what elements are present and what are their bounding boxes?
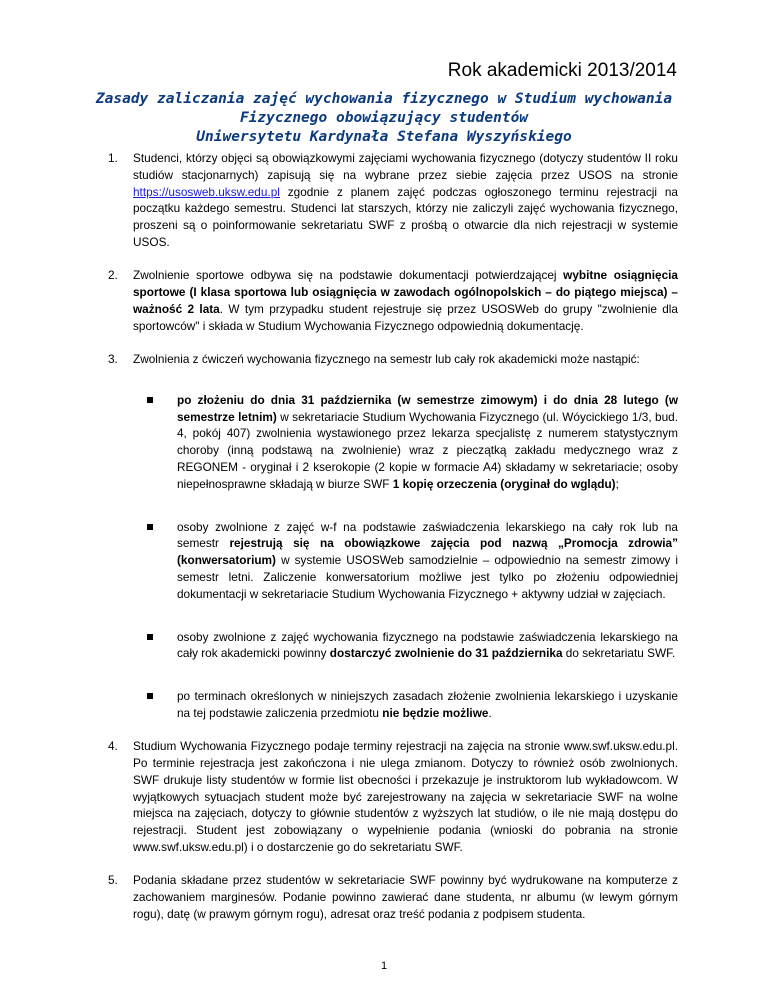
square-bullet-icon bbox=[147, 634, 153, 640]
rule-item-4 bbox=[108, 738, 678, 856]
exemption-bullets bbox=[133, 392, 678, 722]
bullet-item: osoby zwolnione z zajęć w-f na podstawie zaświadczenia lekarskiego na cały rok lub na semestr rejestrują się na obowiązkowe zajęcia pod nazwą „Promocja zdrowia” (konwersatorium) w systemie USOSWeb samodzielnie – odpowiednio na semestr zimowy i semestr letni. Zaliczenie konwersatorium możliwe jest tylko po złożeniu odpowiedniej dokumentacji w sekretariacie Studium Wychowania Fizycznego + aktywny udział w zajęciach. bbox=[133, 519, 678, 603]
usosweb-link[interactable]: https://usosweb.uksw.edu.pl bbox=[133, 184, 280, 199]
rule-text: Studium Wychowania Fizycznego podaje terminy rejestracji na zajęcia na stronie www.swf.uksw.edu.pl. Po terminie rejestracja jest zakończona i nie ulega zmianom. Dotyczy to również osób zwolnionych. SWF drukuje listy studentów w formie list obecności i przekazuje je instruktorom lub wykładowcom. W wyjątkowych sytuacjach student może być zarejestrowany na zajęcia w sekretariacie SWF na wolne miejsca na zajęciach, dotyczy to głównie studentów z wyższych lat studiów, o ile nie mają dostępu do rejestracji. Student jest zobowiązany o wypełnienie podania (wnioski do pobrania na stronie www.swf.uksw.edu.pl) i o dostarczenie go do sekretariatu SWF. bbox=[133, 739, 678, 854]
rule-number: 3. bbox=[108, 351, 118, 366]
bullet-item: po złożeniu do dnia 31 października (w semestrze zimowym) i do dnia 28 lutego (w semestrze letnim) w sekretariacie Studium Wychowania Fizycznego (ul. Wóycickiego 1/3, bud. 4, pokój 407) zwolnienia wystawionego przez lekarza specjalistę z numerem statystycznym choroby (inną podstawą na zwolnienie) wraz z pieczątką zakładu medycznego wraz z REGONEM - oryginał i 2 kserokopie (2 kopie w formacie A4) składamy w sekretariacie; osoby niepełnosprawne składają w biurze SWF 1 kopię orzeczenia (oryginał do wglądu); bbox=[133, 392, 678, 493]
rule-number: 5. bbox=[108, 873, 118, 888]
rule-item-5 bbox=[108, 872, 678, 922]
rule-text: Podania składane przez studentów w sekretariacie SWF powinny być wydrukowane na komputerze z zachowaniem marginesów. Podanie powinno zawierać dane studenta, nr albumu (w lewym górnym rogu), datę (w prawym górnym rogu), adresat oraz treść podania z podpisem studenta. bbox=[133, 873, 678, 921]
title-line-3: Uniwersytetu Kardynała Stefana Wyszyńskiego bbox=[196, 129, 572, 145]
rule-text: Zwolnienia z ćwiczeń wychowania fizycznego na semestr lub cały rok akademicki może nastąpić: bbox=[133, 351, 640, 366]
title-line-2: Fizycznego obowiązujący studentów bbox=[239, 110, 529, 126]
square-bullet-icon bbox=[147, 397, 153, 403]
rule-number: 4. bbox=[108, 739, 118, 754]
bullet-item: osoby zwolnione z zajęć wychowania fizycznego na podstawie zaświadczenia lekarskiego na cały rok akademicki powinny dostarczyć zwolnienie do 31 października do sekretariatu SWF. bbox=[133, 629, 678, 663]
page-number: 1 bbox=[380, 960, 388, 972]
rule-item-2 bbox=[108, 267, 678, 334]
rules-list bbox=[108, 150, 678, 939]
square-bullet-icon bbox=[147, 524, 153, 530]
document-title bbox=[0, 90, 768, 147]
square-bullet-icon bbox=[147, 693, 153, 699]
bullet-item: po terminach określonych w niniejszych zasadach złożenie zwolnienia lekarskiego i uzyskanie na tej podstawie zaliczenia przedmiotu nie będzie możliwe. bbox=[133, 688, 678, 722]
academic-year-header: Rok akademicki 2013/2014 bbox=[447, 60, 677, 81]
rule-item-3 bbox=[108, 351, 678, 722]
rule-text: Zwolnienie sportowe odbywa się na podstawie dokumentacji potwierdzającej wybitne osiągnięcia sportowe (I klasa sportowa lub osiągnięcia w zawodach ogólnopolskich – do piątego miejsca) – ważność 2 lata. W tym przypadku student rejestruje się przez USOSWeb do grupy "zwolnienie dla sportowców" i składa w Studium Wychowania Fizycznego odpowiednią dokumentację. bbox=[133, 268, 678, 333]
rule-number: 2. bbox=[108, 268, 118, 283]
rule-text: Studenci, którzy objęci są obowiązkowymi zajęciami wychowania fizycznego (dotyczy studentów II roku studiów stacjonarnych) zapisują się na wybrane przez siebie zajęcia przez USOS na stronie https://usosweb.uksw.edu.pl zgodnie z planem zajęć podczas ogłoszonego terminu rejestracji na początku każdego semestru. Studenci lat starszych, którzy nie zaliczyli zajęć wychowania fizycznego, proszeni są o poinformowanie sekretariatu SWF z prośbą o otwarcie dla nich rejestracji w systemie USOS. bbox=[133, 151, 678, 249]
rule-item-1 bbox=[108, 150, 678, 251]
title-line-1: Zasady zaliczania zajęć wychowania fizycznego w Studium wychowania bbox=[95, 91, 673, 107]
rule-number: 1. bbox=[108, 151, 118, 165]
